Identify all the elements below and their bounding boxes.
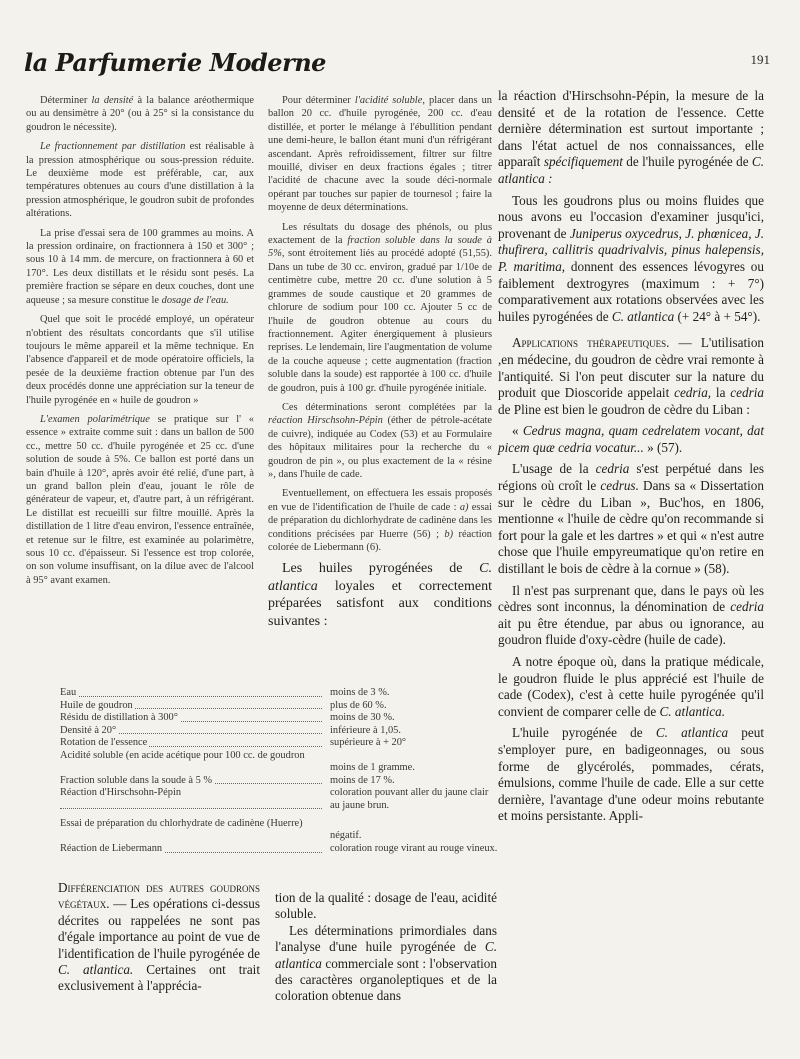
spec-row [60, 750, 500, 775]
paragraph-goudrons: Tous les goudrons plus ou moins fluides que nous avons eu l'occasion d'examiner jusqu'ici, provenant de Juniperus oxycedrus, J. phœnicea, J. thufirera, callitris quadrivalvis, pinus halepensis, P. maritima, donnent des essences lévogyres ou faiblement dextrogyres (maximum : + 7°) comparativement aux rotations observées avec les huiles pyrogénées de C. atlantica (+ 24° à + 54°). [498, 192, 765, 324]
spec-value: coloration pouvant aller du jaune clair au jaune brun. [330, 787, 489, 811]
spec-row [60, 712, 500, 725]
page-header [22, 40, 782, 90]
paragraph-sample: La prise d'essai sera de 100 grammes au moins. A la pression ordinaire, on fractionnera à 150 et 300° ; sous 10 à 14 mm. de mercure, on fractionnera à 60 et 170°. Les deux distillats et le résidu sont pesés. La première fraction se sépare en deux couches, dont une aqueuse ; sa mesure constitue le dosage de l'eau. [26, 227, 254, 306]
spec-value: plus de 60 %. [330, 699, 387, 711]
spec-row [60, 737, 500, 750]
paragraph-differentiation: Différenciation des autres goudrons végétaux. — Les opérations ci-dessus décrites ou rappelées ne sont pas d'égale importance au point de vue de l'identification de l'huile pyrogénée de C. atlantica. Certaines ont trait exclusivement à l'apprécia- [58, 880, 260, 994]
paragraph-density: Déterminer la densité à la balance aréothermique ou au densimètre à 20° (ou à 25° si la consistance du goudron le nécessite). [26, 95, 254, 133]
paragraph-determinations: tion de la qualité : dosage de l'eau, acidité soluble. Les déterminations primordiales dans l'analyse d'une huile pyrogénée de C. atlantica commerciale sont : l'observation des caractères organoleptiques et de la coloration obtenue dans [275, 890, 497, 1004]
spec-row [60, 787, 500, 812]
spec-value: moins de 3 %. [330, 687, 390, 698]
journal-logo: la Parfumerie Moderne [24, 48, 326, 77]
paragraph-usage: L'huile pyrogénée de C. atlantica peut s'employer pure, en badigeonnages, ou sous forme de glycérolés, pommades, cérats, émulsions, comme l'huile de cade. Elle a sur cette dernière, l'avantage d'une odeur moins rebutante et moins persistante. Appli- [498, 725, 764, 824]
spec-row [60, 818, 500, 843]
spec-label: Huile de goudron [60, 699, 133, 711]
paragraph-fractionation: Le fractionnement par distillation est réalisable à la pression atmosphérique ou sous-pression réduite. Le deuxième mode est préférable, car, aux températures obtenues au cours d'une distillation à la pression atmosphérique, le goudron subit de profondes altérations. [26, 141, 254, 220]
paragraph-hirschsohn: Ces déterminations seront complétées par la réaction Hirschsohn-Pépin (éther de pétrole-acétate de cuivre), indiquée au Codex (53) et au Formulaire des hôpitaux militaires pour la recherche du « goudron de pin », ou plus exactement de la « résine », dans l'huile de cade. [268, 401, 492, 480]
spec-label: Rotation de l'essence [60, 737, 148, 749]
paragraph-cade-tests: Eventuellement, on effectuera les essais proposés en vue de l'identification de l'huile de cade : a) essai de préparation du dichlorhydrate de cadinène dans les conditions précisées par Huerre (56) ; b) réaction colorée de Liebermann (6). [268, 488, 492, 553]
paragraph-acidity: Pour déterminer l'acidité soluble, placer dans un ballon 20 cc. d'huile pyrogénée, 200 cc. d'eau distillée, et porter le mélange à l'ébullition pendant une demi-heure, le ballon étant muni d'un réfrigérant ascendant. Après refroidissement, filtrer sur filtre mouillé, diviser en deux fractions égales ; titrer l'acidité de chacune avec la soude déci-normale opérant par touches sur papier de tournesol ; faire la moyenne de deux déterminations. [268, 95, 492, 214]
section-heading: Différenciation des autres goudrons végétaux. [58, 880, 260, 912]
paragraph-phenols: Les résultats du dosage des phénols, ou plus exactement de la fraction soluble dans la soude à 5%, sont étroitement liés au procédé adopté (51,55). Dans un tube de 30 cc. environ, gradué par 1/10e de centimètre cube, mettre 20 cc. d'une solution à 5 grammes de soude caustique et 20 grammes de chlorure de sodium pour 100 cc. Ajouter 5 cc de l'huile de goudron obtenue au cours du fractionnement. Agiter énergiquement à plusieurs reprises. Le lendemain, lire l'augmentation de volume de la couche aqueuse ; cette augmentation (fraction soluble dans la soude) est rapportée à 100 cc. d'huile de goudron, puis à 100 gr. d'huile pyrogénée initiale. [268, 221, 492, 394]
paragraph-therapeutic: Applications thérapeutiques. — L'utilisation ,en médecine, du goudron de cèdre vrai remonte à l'antiquité. Si l'on peut discuter sur la nature du produit que Dioscoride appelait cedria, la cedria de Pline est bien le goudron de cèdre du Liban : [498, 335, 765, 417]
paragraph-denomination: Il n'est pas surprenant que, dans le pays où les cèdres sont inconnus, la dénomination de cedria ait pu être étendue, par abus ou ignorance, au goudron fluide d'oxy-cèdre (huile de cade). [498, 582, 764, 648]
spec-value: supérieure à + 20° [330, 737, 407, 749]
spec-label: Eau [60, 687, 77, 698]
spec-value: moins de 1 gramme. [330, 761, 415, 773]
column-right [498, 88, 764, 830]
paragraph-modern-practice: A notre époque où, dans la pratique médicale, le goudron fluide le plus apprécié est l'huile de cade (Codex), c'est à cette huile pyrogénée qu'il convient de comparer celle de C. atlantica. [498, 654, 764, 719]
column-left [26, 94, 254, 593]
paragraph-rotation: la réaction d'Hirschsohn-Pépin, la mesure de la densité et de la rotation de l'essence. Cette dernière détermination est surtout importante ; dans l'état actuel de nos connaissances, elle apparaît spécifiquement de l'huile pyrogénée de C. atlantica : [498, 88, 764, 186]
specification-table [60, 687, 500, 856]
paragraph-procedure: Quel que soit le procédé employé, un opérateur n'obtient des résultats concordants que s'il utilise toujours le même appareil et la même technique. En l'absence d'appareil et de mode opératoire officiels, la pesée de la deuxième fraction obtenue par l'un des deux procédés donne une appréciation sur la teneur de l'huile pyrogénée en « huile de goudron » [26, 314, 254, 406]
spec-row [60, 843, 500, 856]
spec-label: Essai de préparation du chlorhydrate de cadinène (Huerre) [60, 818, 303, 830]
paragraph-polarimetric: L'examen polarimétrique se pratique sur l' « essence » extraite comme suit : dans un ballon de 500 cc., mettre 50 cc. d'huile pyrogénée et 25 cc. d'une solution de soude à 5%. Ce ballon est porté dans un bain d'huile à 120°, après avoir été relié, d'une part, à un grand ballon plein d'eau, jouant le rôle de générateur de vapeur, et, d'autre part, à un réfrigérant. Le distillat est recueilli sur filtre mouillé. Après la distillation de 1 litre d'eau environ, l'essence entraînée, et retenue sur le filtre, est examinée au polarimètre, sous 10 cc. d'épaisseur. Si l'essence est trop colorée, on son volume insuffisant, on la dilue avec de l'alcool à 95° avant examen. [26, 413, 255, 586]
spec-row [60, 700, 500, 713]
spec-label: Réaction de Liebermann [60, 842, 163, 854]
paragraph-cedria-usage: L'usage de la cedria s'est perpétué dans les régions où croît le cedrus. Dans sa « Dissertation sur le cèdre du Liban », Buc'hos, en 1806, mentionne « l'huile de cèdre qu'on recommande si fort pour la gale et les dartres » et qui « n'est autre chose que l'huile empyreumatique qu'on retire en distillant le bois de cèdre à la cornue » (58). [498, 461, 764, 577]
spec-value: moins de 30 %. [330, 712, 395, 724]
spec-label: Fraction soluble dans la soude à 5 % [60, 774, 213, 786]
spec-label: Résidu de distillation à 300° [60, 712, 178, 724]
spec-label: Densité à 20° [60, 724, 117, 736]
spec-row [60, 725, 500, 738]
paragraph-conditions-intro: Les huiles pyrogénées de C. atlantica loyales et correctement préparées satisfont aux conditions suivantes : [268, 561, 492, 629]
paragraph-quote: « Cedrus magna, quam cedrelatem vocant, dat picem quæ cedria vocatur... » (57). [498, 423, 764, 455]
spec-row [60, 687, 500, 700]
spec-value: négatif. [330, 830, 362, 842]
column-middle [268, 94, 492, 636]
spec-label: Réaction d'Hirschsohn-Pépin [60, 787, 182, 799]
spec-label: Acidité soluble (en acide acétique pour 100 cc. de goudron [60, 749, 305, 761]
spec-value: inférieure à 1,05. [330, 724, 401, 736]
spec-row [60, 775, 500, 788]
spec-value: moins de 17 %. [330, 774, 395, 786]
page-number: 191 [750, 52, 770, 67]
spec-value: coloration rouge virant au rouge vineux. [330, 842, 498, 854]
